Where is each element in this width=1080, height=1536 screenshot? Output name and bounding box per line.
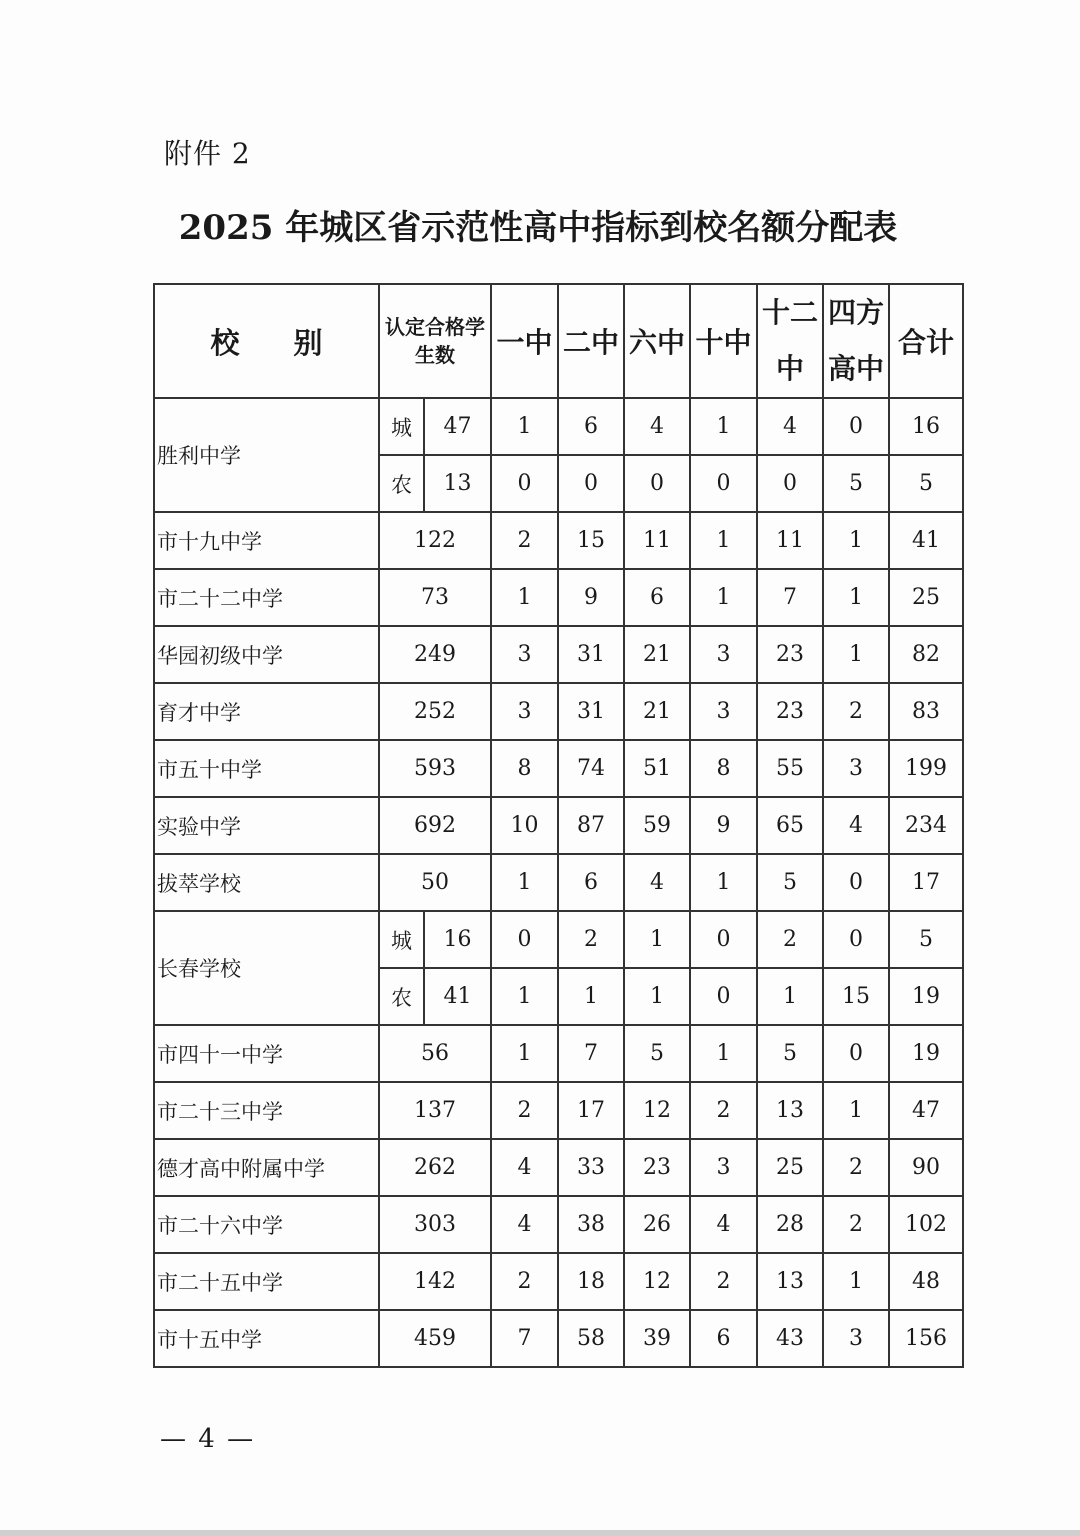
quota-value-cell: 4 (491, 1196, 558, 1253)
quota-value-cell: 1 (690, 569, 757, 626)
quota-value-cell: 1 (690, 512, 757, 569)
quota-value-cell: 3 (491, 626, 558, 683)
quota-value-cell: 3 (491, 683, 558, 740)
header-qualified-line1: 认定合格学 (385, 315, 485, 339)
table-row (154, 1196, 963, 1253)
quota-value-cell: 43 (757, 1310, 823, 1367)
header-sifang-line2: 高中 (827, 352, 884, 385)
quota-value-cell: 9 (558, 569, 624, 626)
school-name-cell: 市二十二中学 (154, 569, 379, 626)
quota-value-cell: 59 (624, 797, 690, 854)
table-row (154, 1082, 963, 1139)
quota-value-cell: 7 (491, 1310, 558, 1367)
quota-value-cell: 19 (889, 1025, 963, 1082)
quota-value-cell: 17 (558, 1082, 624, 1139)
table-row (154, 683, 963, 740)
header-qualified-count (379, 284, 491, 398)
quota-value-cell: 21 (624, 683, 690, 740)
quota-value-cell: 6 (558, 854, 624, 911)
quota-value-cell: 1 (823, 1082, 889, 1139)
area-type-cell: 农 (379, 455, 424, 512)
quota-value-cell: 23 (624, 1139, 690, 1196)
table-row (154, 1253, 963, 1310)
quota-value-cell: 1 (823, 626, 889, 683)
table-row (154, 854, 963, 911)
quota-value-cell: 0 (690, 968, 757, 1025)
school-name-cell: 华园初级中学 (154, 626, 379, 683)
qualified-count-cell: 249 (379, 626, 491, 683)
quota-value-cell: 8 (491, 740, 558, 797)
quota-value-cell: 4 (757, 398, 823, 455)
quota-value-cell: 13 (757, 1082, 823, 1139)
quota-value-cell: 13 (757, 1253, 823, 1310)
bottom-divider (0, 1530, 1080, 1536)
quota-value-cell: 83 (889, 683, 963, 740)
qualified-count-cell: 16 (424, 911, 491, 968)
quota-value-cell: 16 (889, 398, 963, 455)
school-name-cell: 德才高中附属中学 (154, 1139, 379, 1196)
school-name-cell: 胜利中学 (154, 398, 379, 512)
area-type-cell: 农 (379, 968, 424, 1025)
header-no12-line1: 十二 (761, 296, 818, 329)
table-row (154, 512, 963, 569)
quota-value-cell: 2 (690, 1082, 757, 1139)
quota-value-cell: 26 (624, 1196, 690, 1253)
quota-value-cell: 15 (558, 512, 624, 569)
quota-value-cell: 5 (889, 911, 963, 968)
quota-value-cell: 17 (889, 854, 963, 911)
school-name-cell: 市二十六中学 (154, 1196, 379, 1253)
quota-value-cell: 102 (889, 1196, 963, 1253)
quota-value-cell: 3 (823, 1310, 889, 1367)
quota-value-cell: 5 (624, 1025, 690, 1082)
quota-value-cell: 4 (690, 1196, 757, 1253)
quota-value-cell: 28 (757, 1196, 823, 1253)
qualified-count-cell: 692 (379, 797, 491, 854)
quota-value-cell: 58 (558, 1310, 624, 1367)
qualified-count-cell: 56 (379, 1025, 491, 1082)
quota-value-cell: 31 (558, 626, 624, 683)
quota-value-cell: 12 (624, 1253, 690, 1310)
quota-value-cell: 156 (889, 1310, 963, 1367)
quota-value-cell: 0 (823, 1025, 889, 1082)
qualified-count-cell: 41 (424, 968, 491, 1025)
quota-value-cell: 2 (558, 911, 624, 968)
header-no10: 十中 (690, 284, 757, 398)
quota-value-cell: 0 (823, 854, 889, 911)
quota-value-cell: 1 (491, 854, 558, 911)
qualified-count-cell: 262 (379, 1139, 491, 1196)
table-row (154, 1025, 963, 1082)
table-body (154, 398, 963, 1367)
quota-value-cell: 23 (757, 626, 823, 683)
table-row (154, 1310, 963, 1367)
quota-value-cell: 41 (889, 512, 963, 569)
quota-value-cell: 234 (889, 797, 963, 854)
quota-value-cell: 4 (491, 1139, 558, 1196)
quota-value-cell: 5 (757, 854, 823, 911)
quota-value-cell: 11 (757, 512, 823, 569)
header-no1: 一中 (491, 284, 558, 398)
school-name-cell: 市二十三中学 (154, 1082, 379, 1139)
quota-value-cell: 5 (757, 1025, 823, 1082)
qualified-count-cell: 142 (379, 1253, 491, 1310)
quota-value-cell: 3 (823, 740, 889, 797)
quota-value-cell: 18 (558, 1253, 624, 1310)
quota-value-cell: 0 (491, 911, 558, 968)
qualified-count-cell: 50 (379, 854, 491, 911)
quota-value-cell: 5 (889, 455, 963, 512)
quota-value-cell: 0 (823, 398, 889, 455)
quota-value-cell: 48 (889, 1253, 963, 1310)
school-name-cell: 市五十中学 (154, 740, 379, 797)
quota-value-cell: 1 (823, 1253, 889, 1310)
header-no12-line2: 中 (775, 352, 804, 385)
quota-value-cell: 3 (690, 683, 757, 740)
quota-value-cell: 74 (558, 740, 624, 797)
quota-value-cell: 0 (690, 455, 757, 512)
quota-value-cell: 0 (757, 455, 823, 512)
quota-value-cell: 3 (690, 1139, 757, 1196)
quota-value-cell: 1 (491, 569, 558, 626)
quota-value-cell: 2 (823, 683, 889, 740)
quota-value-cell: 1 (558, 968, 624, 1025)
quota-value-cell: 2 (823, 1139, 889, 1196)
quota-value-cell: 15 (823, 968, 889, 1025)
quota-value-cell: 10 (491, 797, 558, 854)
quota-value-cell: 47 (889, 1082, 963, 1139)
header-sifang-line1: 四方 (827, 296, 884, 329)
quota-value-cell: 9 (690, 797, 757, 854)
quota-value-cell: 25 (889, 569, 963, 626)
quota-value-cell: 0 (690, 911, 757, 968)
school-name-cell: 拔萃学校 (154, 854, 379, 911)
qualified-count-cell: 13 (424, 455, 491, 512)
header-no2: 二中 (558, 284, 624, 398)
quota-value-cell: 1 (491, 1025, 558, 1082)
school-name-cell: 长春学校 (154, 911, 379, 1025)
quota-value-cell: 199 (889, 740, 963, 797)
table-row (154, 626, 963, 683)
quota-value-cell: 0 (823, 911, 889, 968)
table-row (154, 398, 963, 455)
table-row (154, 1139, 963, 1196)
quota-value-cell: 1 (690, 398, 757, 455)
quota-value-cell: 7 (558, 1025, 624, 1082)
table-row (154, 911, 963, 968)
quota-value-cell: 2 (823, 1196, 889, 1253)
quota-value-cell: 21 (624, 626, 690, 683)
school-name-cell: 实验中学 (154, 797, 379, 854)
qualified-count-cell: 122 (379, 512, 491, 569)
table-row (154, 569, 963, 626)
header-no12 (757, 284, 823, 398)
table-row (154, 740, 963, 797)
school-name-cell: 育才中学 (154, 683, 379, 740)
quota-value-cell: 82 (889, 626, 963, 683)
quota-value-cell: 6 (558, 398, 624, 455)
quota-value-cell: 5 (823, 455, 889, 512)
quota-value-cell: 1 (823, 512, 889, 569)
quota-value-cell: 1 (690, 1025, 757, 1082)
quota-value-cell: 39 (624, 1310, 690, 1367)
quota-value-cell: 2 (491, 1082, 558, 1139)
quota-value-cell: 55 (757, 740, 823, 797)
quota-value-cell: 2 (491, 1253, 558, 1310)
qualified-count-cell: 593 (379, 740, 491, 797)
school-name-cell: 市二十五中学 (154, 1253, 379, 1310)
quota-value-cell: 1 (624, 911, 690, 968)
qualified-count-cell: 303 (379, 1196, 491, 1253)
document-title: 2025 年城区省示范性高中指标到校名额分配表 (178, 208, 898, 248)
attachment-label: 附件 2 (164, 137, 251, 170)
quota-value-cell: 4 (624, 854, 690, 911)
quota-value-cell: 1 (624, 968, 690, 1025)
header-no6: 六中 (624, 284, 690, 398)
quota-value-cell: 12 (624, 1082, 690, 1139)
quota-value-cell: 1 (491, 398, 558, 455)
quota-value-cell: 11 (624, 512, 690, 569)
quota-value-cell: 25 (757, 1139, 823, 1196)
quota-value-cell: 2 (491, 512, 558, 569)
quota-value-cell: 19 (889, 968, 963, 1025)
quota-value-cell: 0 (558, 455, 624, 512)
header-qualified-line2: 生数 (415, 343, 455, 367)
quota-value-cell: 90 (889, 1139, 963, 1196)
quota-value-cell: 2 (690, 1253, 757, 1310)
header-sifang (823, 284, 889, 398)
qualified-count-cell: 137 (379, 1082, 491, 1139)
header-total: 合计 (889, 284, 963, 398)
quota-value-cell: 51 (624, 740, 690, 797)
qualified-count-cell: 73 (379, 569, 491, 626)
qualified-count-cell: 252 (379, 683, 491, 740)
quota-value-cell: 6 (690, 1310, 757, 1367)
quota-value-cell: 1 (823, 569, 889, 626)
quota-value-cell: 3 (690, 626, 757, 683)
header-school: 校 别 (154, 284, 379, 398)
school-name-cell: 市四十一中学 (154, 1025, 379, 1082)
quota-value-cell: 38 (558, 1196, 624, 1253)
quota-value-cell: 4 (823, 797, 889, 854)
quota-value-cell: 0 (624, 455, 690, 512)
quota-allocation-table (153, 283, 964, 1368)
quota-value-cell: 8 (690, 740, 757, 797)
quota-value-cell: 33 (558, 1139, 624, 1196)
qualified-count-cell: 459 (379, 1310, 491, 1367)
quota-value-cell: 2 (757, 911, 823, 968)
quota-value-cell: 23 (757, 683, 823, 740)
quota-value-cell: 87 (558, 797, 624, 854)
area-type-cell: 城 (379, 398, 424, 455)
school-name-cell: 市十五中学 (154, 1310, 379, 1367)
quota-value-cell: 1 (491, 968, 558, 1025)
quota-value-cell: 1 (690, 854, 757, 911)
quota-value-cell: 31 (558, 683, 624, 740)
table-row (154, 797, 963, 854)
quota-value-cell: 6 (624, 569, 690, 626)
qualified-count-cell: 47 (424, 398, 491, 455)
table-header-row (154, 284, 963, 398)
quota-value-cell: 65 (757, 797, 823, 854)
school-name-cell: 市十九中学 (154, 512, 379, 569)
quota-value-cell: 7 (757, 569, 823, 626)
area-type-cell: 城 (379, 911, 424, 968)
quota-value-cell: 0 (491, 455, 558, 512)
quota-value-cell: 4 (624, 398, 690, 455)
quota-value-cell: 1 (757, 968, 823, 1025)
page-number: — 4 — (160, 1424, 256, 1454)
